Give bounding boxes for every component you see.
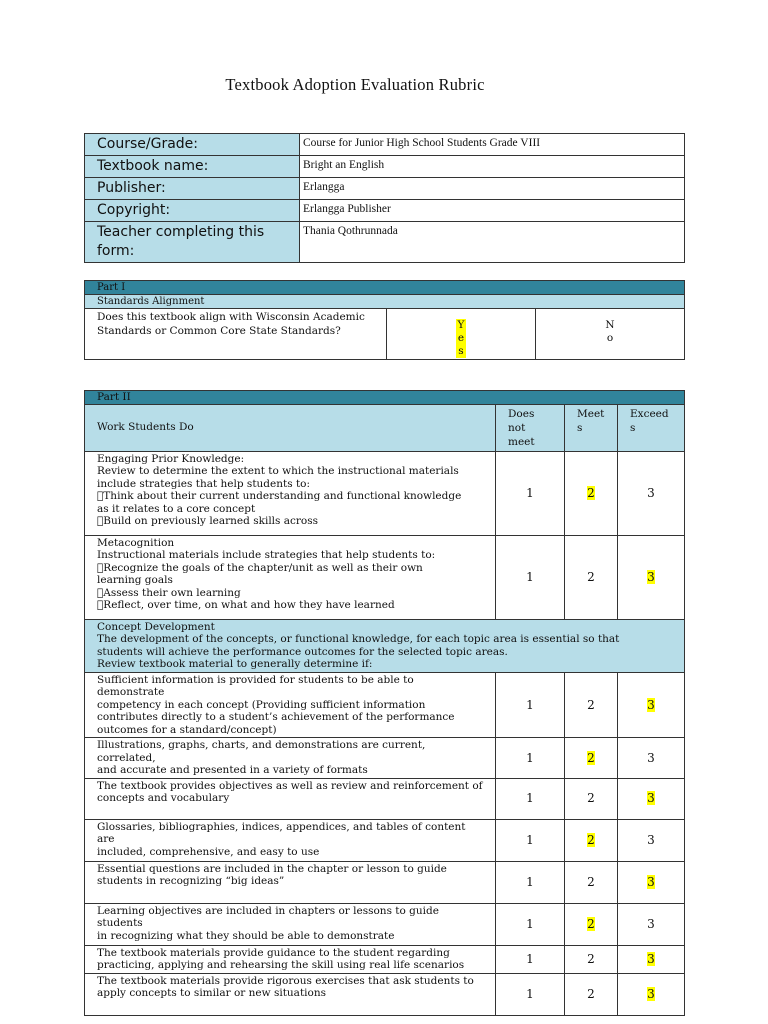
score-cell-3[interactable] bbox=[618, 819, 685, 861]
section-line: The development of the concepts, or functional knowledge, for each topic area is essential so that bbox=[97, 633, 620, 645]
score-cell-3[interactable] bbox=[618, 535, 685, 619]
score-cell-2[interactable] bbox=[565, 535, 618, 619]
yes-label: Yes bbox=[457, 319, 465, 357]
criteria-text bbox=[85, 819, 496, 861]
criteria-text bbox=[85, 778, 496, 819]
score-value: 3 bbox=[647, 485, 655, 500]
exceeds-head: Exceeds bbox=[618, 404, 685, 451]
score-cell-2[interactable] bbox=[565, 738, 618, 779]
score-value: 1 bbox=[526, 697, 534, 712]
score-value: 2 bbox=[587, 697, 595, 712]
info-value[interactable]: Bright an English bbox=[300, 156, 685, 178]
score-value: 3 bbox=[647, 916, 655, 931]
score-cell-2[interactable] bbox=[565, 819, 618, 861]
info-table bbox=[84, 133, 685, 263]
criteria-line: correlated, bbox=[97, 751, 156, 764]
criteria-line: The textbook materials provide guidance to the student regarding bbox=[97, 946, 450, 959]
criteria-line: Metacognition bbox=[97, 536, 175, 549]
criteria-row bbox=[85, 451, 685, 535]
info-row bbox=[85, 222, 685, 263]
score-cell-2[interactable] bbox=[565, 778, 618, 819]
no-option[interactable] bbox=[536, 309, 685, 360]
score-value: 1 bbox=[526, 916, 534, 931]
criteria-text bbox=[85, 672, 496, 738]
section-line: Concept Development bbox=[97, 620, 215, 633]
criteria-line: apply concepts to similar or new situations bbox=[97, 987, 326, 999]
criteria-row bbox=[85, 819, 685, 861]
criteria-line: in recognizing what they should be able to demonstrate bbox=[97, 929, 395, 942]
score-value: 1 bbox=[526, 832, 534, 847]
criteria-row bbox=[85, 903, 685, 945]
score-value: 1 bbox=[526, 791, 534, 806]
score-value: 1 bbox=[526, 569, 534, 584]
score-value: 2 bbox=[587, 791, 595, 806]
info-row bbox=[85, 156, 685, 178]
score-value: 2 bbox=[587, 832, 595, 847]
criteria-line: students in recognizing “big ideas” bbox=[97, 875, 285, 887]
part2-table bbox=[84, 390, 685, 1016]
criteria-line: Illustrations, graphs, charts, and demonstrations are current, bbox=[97, 739, 426, 751]
part1-question: Does this textbook align with Wisconsin Academic Standards or Common Core State Standards? bbox=[85, 309, 387, 360]
section-line: Review textbook material to generally determine if: bbox=[97, 658, 373, 670]
score-cell-3[interactable] bbox=[618, 945, 685, 973]
score-cell-1[interactable] bbox=[496, 903, 565, 945]
info-value[interactable]: Course for Junior High School Students Grade VIII bbox=[300, 134, 685, 156]
criteria-line: outcomes for a standard/concept) bbox=[97, 723, 277, 736]
info-label: Course/Grade: bbox=[85, 134, 300, 156]
score-cell-3[interactable] bbox=[618, 903, 685, 945]
score-cell-2[interactable] bbox=[565, 903, 618, 945]
score-value: 3 bbox=[647, 791, 655, 806]
criteria-line: as it relates to a core concept bbox=[97, 502, 256, 515]
score-value: 2 bbox=[587, 986, 595, 1001]
score-cell-3[interactable] bbox=[618, 672, 685, 738]
criteria-line: practicing, applying and rehearsing the skill using real life scenarios bbox=[97, 959, 465, 971]
info-value[interactable]: Erlangga bbox=[300, 178, 685, 200]
part1-subheader: Standards Alignment bbox=[85, 295, 685, 309]
score-cell-1[interactable] bbox=[496, 973, 565, 1015]
score-value: 3 bbox=[647, 569, 655, 584]
no-label: No bbox=[605, 319, 615, 344]
criteria-text bbox=[85, 973, 496, 1015]
criteria-line: Learning objectives are included in chapters or lessons to guide bbox=[97, 904, 439, 917]
info-row bbox=[85, 134, 685, 156]
info-label: Publisher: bbox=[85, 178, 300, 200]
criteria-line: Review to determine the extent to which the instructional materials bbox=[97, 465, 459, 477]
yes-option[interactable] bbox=[387, 309, 536, 360]
score-cell-1[interactable] bbox=[496, 945, 565, 973]
criteria-line: Sufficient information is provided for students to be able to demonstrate bbox=[97, 673, 414, 698]
score-value: 1 bbox=[526, 485, 534, 500]
info-value[interactable]: Thania Qothrunnada bbox=[300, 222, 685, 263]
criteria-column-head: Work Students Do bbox=[85, 404, 496, 451]
score-cell-1[interactable] bbox=[496, 535, 565, 619]
criteria-text bbox=[85, 903, 496, 945]
score-cell-3[interactable] bbox=[618, 973, 685, 1015]
info-value[interactable]: Erlangga Publisher bbox=[300, 200, 685, 222]
criteria-line: and accurate and presented in a variety of formats bbox=[97, 764, 368, 776]
score-cell-1[interactable] bbox=[496, 819, 565, 861]
criteria-rows bbox=[85, 451, 685, 619]
criteria-row bbox=[85, 672, 685, 738]
criteria-row bbox=[85, 973, 685, 1015]
criteria-line: concepts and vocabulary bbox=[97, 792, 230, 804]
criteria-line: competency in each concept (Providing sufficient information bbox=[97, 698, 426, 711]
criteria-line: The textbook materials provide rigorous exercises that ask students to bbox=[97, 974, 474, 987]
score-value: 2 bbox=[587, 750, 595, 765]
score-cell-2[interactable] bbox=[565, 861, 618, 903]
criteria-rows bbox=[85, 672, 685, 1015]
criteria-line: included, comprehensive, and easy to use bbox=[97, 845, 320, 858]
score-value: 2 bbox=[587, 951, 595, 966]
criteria-text bbox=[85, 535, 496, 619]
info-row bbox=[85, 178, 685, 200]
criteria-line: Reflect, over time, on what and how they have learned bbox=[97, 599, 389, 611]
score-value: 1 bbox=[526, 951, 534, 966]
score-value: 3 bbox=[647, 697, 655, 712]
info-label: Textbook name: bbox=[85, 156, 300, 178]
criteria-row bbox=[85, 535, 685, 619]
criteria-line: Think about their current understanding and functional knowledge bbox=[97, 490, 455, 502]
score-cell-3[interactable] bbox=[618, 778, 685, 819]
concept-development-section bbox=[85, 619, 685, 672]
score-cell-3[interactable] bbox=[618, 861, 685, 903]
score-cell-3[interactable] bbox=[618, 738, 685, 779]
score-cell-1[interactable] bbox=[496, 778, 565, 819]
info-label: Copyright: bbox=[85, 200, 300, 222]
meets-head: Meets bbox=[565, 404, 618, 451]
score-cell-1[interactable] bbox=[496, 738, 565, 779]
criteria-line: Engaging Prior Knowledge: bbox=[97, 452, 245, 465]
part1-header: Part I bbox=[85, 281, 685, 295]
score-value: 1 bbox=[526, 874, 534, 889]
score-value: 3 bbox=[647, 750, 655, 765]
criteria-text bbox=[85, 861, 496, 903]
criteria-row bbox=[85, 861, 685, 903]
criteria-text bbox=[85, 945, 496, 973]
criteria-line: Build on previously learned skills across bbox=[97, 515, 312, 527]
criteria-row bbox=[85, 778, 685, 819]
score-cell-1[interactable] bbox=[496, 672, 565, 738]
criteria-line: Assess their own learning bbox=[97, 586, 235, 599]
criteria-row bbox=[85, 945, 685, 973]
score-cell-2[interactable] bbox=[565, 973, 618, 1015]
score-cell-1[interactable] bbox=[496, 451, 565, 535]
section-line: students will achieve the performance outcomes for the selected topic areas. bbox=[97, 645, 508, 658]
criteria-line: Glossaries, bibliographies, indices, appendices, and tables of content are bbox=[97, 820, 466, 845]
criteria-line: learning goals bbox=[97, 574, 173, 586]
score-value: 2 bbox=[587, 874, 595, 889]
score-cell-3[interactable] bbox=[618, 451, 685, 535]
criteria-line: Instructional materials include strategies that help students to: bbox=[97, 549, 436, 561]
part1-table bbox=[84, 280, 685, 360]
score-value: 3 bbox=[647, 832, 655, 847]
criteria-line: students bbox=[97, 917, 143, 929]
score-cell-1[interactable] bbox=[496, 861, 565, 903]
info-label: Teacher completing this form: bbox=[85, 222, 300, 263]
criteria-row bbox=[85, 738, 685, 779]
score-value: 1 bbox=[526, 750, 534, 765]
score-value: 3 bbox=[647, 951, 655, 966]
criteria-text bbox=[85, 738, 496, 779]
score-value: 3 bbox=[647, 986, 655, 1001]
criteria-line: include strategies that help students to: bbox=[97, 477, 311, 490]
score-value: 3 bbox=[647, 874, 655, 889]
score-value: 2 bbox=[587, 569, 595, 584]
score-value: 2 bbox=[587, 485, 595, 500]
criteria-line: The textbook provides objectives as well as review and reinforcement of bbox=[97, 779, 483, 792]
criteria-line: Essential questions are included in the chapter or lesson to guide bbox=[97, 862, 447, 875]
score-cell-2[interactable] bbox=[565, 451, 618, 535]
criteria-line: contributes directly to a student’s achievement of the performance bbox=[97, 711, 455, 723]
part2-header: Part II bbox=[85, 391, 685, 405]
score-cell-2[interactable] bbox=[565, 672, 618, 738]
info-row bbox=[85, 200, 685, 222]
criteria-text bbox=[85, 451, 496, 535]
page-title: Textbook Adoption Evaluation Rubric bbox=[225, 75, 485, 94]
score-value: 1 bbox=[526, 986, 534, 1001]
criteria-line: Recognize the goals of the chapter/unit as well as their own bbox=[97, 561, 417, 574]
does-not-meet-head: Does not meet bbox=[496, 404, 565, 451]
score-value: 2 bbox=[587, 916, 595, 931]
score-cell-2[interactable] bbox=[565, 945, 618, 973]
